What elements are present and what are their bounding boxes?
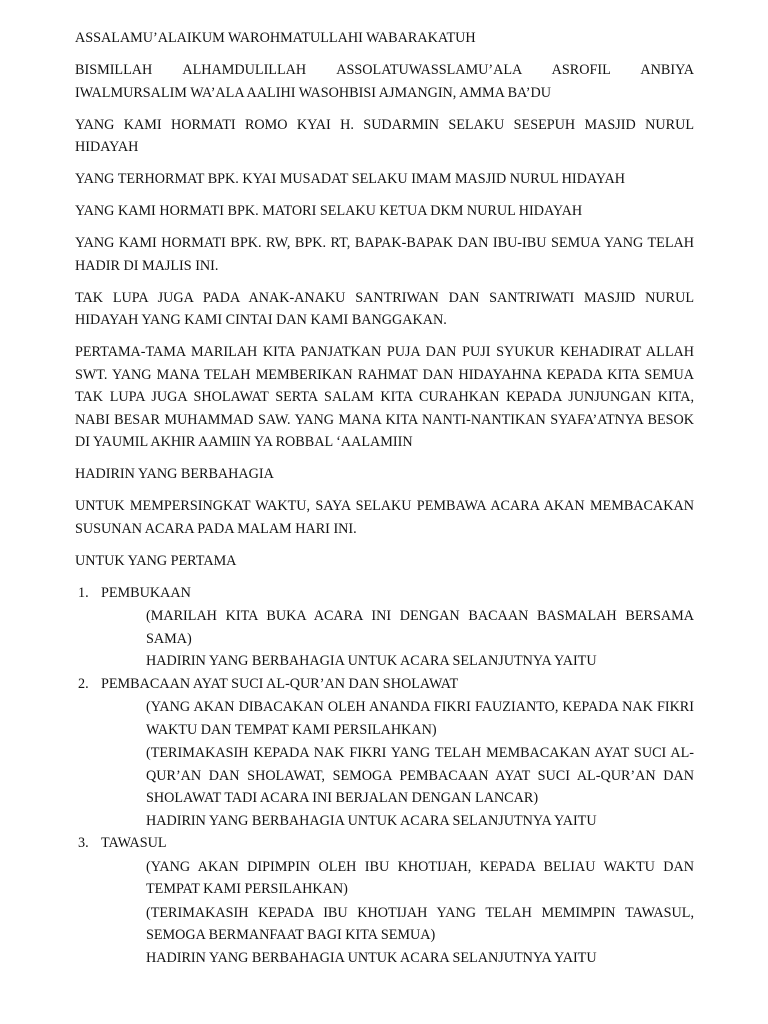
agenda-item-number: 1. xyxy=(78,584,89,601)
agenda-item-quran-recitation xyxy=(75,673,694,833)
agenda-item-line: (YANG AKAN DIPIMPIN OLEH IBU KHOTIJAH, KEPADA BELIAU WAKTU DAN TEMPAT KAMI PERSILAHKAN) xyxy=(146,858,694,897)
agenda-item-number: 3. xyxy=(78,835,89,851)
greeting: ASSALAMU’ALAIKUM WAROHMATULLAHI WABARAKATUH xyxy=(75,30,476,46)
document-page xyxy=(75,27,694,969)
salutation-audience: YANG KAMI HORMATI BPK. RW, BPK. RT, BAPAK-BAPAK DAN IBU-IBU SEMUA YANG TELAH HADIR DI MAJLIS INI. xyxy=(75,235,694,274)
agenda-intro: UNTUK MEMPERSINGKAT WAKTU, SAYA SELAKU PEMBAWA ACARA AKAN MEMBACAKAN SUSUNAN ACARA PADA MALAM HARI INI. xyxy=(75,498,694,537)
agenda-item-line: (TERIMAKASIH KEPADA NAK FIKRI YANG TELAH MEMBACAKAN AYAT SUCI AL-QUR’AN DAN SHOLAWAT, SEMOGA PEMBACAAN AYAT SUCI AL-QUR’AN DAN SHOLAWAT TADI ACARA INI BERJALAN DENGAN LANCAR) xyxy=(146,745,694,806)
salutation-chairman: YANG KAMI HORMATI BPK. MATORI SELAKU KETUA DKM NURUL HIDAYAH xyxy=(75,203,583,219)
audience-address: HADIRIN YANG BERBAHAGIA xyxy=(75,466,274,482)
agenda-item-tawasul xyxy=(75,832,694,969)
agenda-item-line: HADIRIN YANG BERBAHAGIA UNTUK ACARA SELANJUTNYA YAITU xyxy=(146,949,597,966)
agenda-item-title: TAWASUL xyxy=(101,835,167,851)
agenda-item-line: (TERIMAKASIH KEPADA IBU KHOTIJAH YANG TELAH MEMIMPIN TAWASUL, SEMOGA BERMANFAAT BAGI KITA SEMUA) xyxy=(146,904,694,943)
salutation-students: TAK LUPA JUGA PADA ANAK-ANAKU SANTRIWAN DAN SANTRIWATI MASJID NURUL HIDAYAH YANG KAMI CINTAI DAN KAMI BANGGAKAN. xyxy=(75,289,694,328)
opening-prayer: BISMILLAH ALHAMDULILLAH ASSOLATUWASSLAMU’ALA ASROFIL ANBIYA IWALMURSALIM WA’ALA AALIHI WASOHBISI AJMANGIN, AMMA BA’DU xyxy=(75,62,694,101)
agenda-item-title: PEMBUKAAN xyxy=(101,584,191,601)
agenda-item-line: (MARILAH KITA BUKA ACARA INI DENGAN BACAAN BASMALAH BERSAMA SAMA) xyxy=(146,608,694,647)
agenda-item-title: PEMBACAAN AYAT SUCI AL-QUR’AN DAN SHOLAWAT xyxy=(101,675,459,692)
agenda-list xyxy=(75,582,694,970)
agenda-item-number: 2. xyxy=(78,675,89,692)
agenda-item-line: (YANG AKAN DIBACAKAN OLEH ANANDA FIKRI FAUZIANTO, KEPADA NAK FIKRI WAKTU DAN TEMPAT KAMI PERSILAHKAN) xyxy=(146,699,694,738)
agenda-first-heading: UNTUK YANG PERTAMA xyxy=(75,552,237,569)
agenda-item-opening xyxy=(75,582,694,673)
salutation-imam: YANG TERHORMAT BPK. KYAI MUSADAT SELAKU IMAM MASJID NURUL HIDAYAH xyxy=(75,171,625,187)
agenda-item-line: HADIRIN YANG BERBAHAGIA UNTUK ACARA SELANJUTNYA YAITU xyxy=(146,812,597,829)
agenda-item-header xyxy=(75,582,694,605)
agenda-item-header xyxy=(75,673,694,696)
agenda-item-header xyxy=(75,832,694,855)
agenda-item-line: HADIRIN YANG BERBAHAGIA UNTUK ACARA SELANJUTNYA YAITU xyxy=(146,653,597,669)
salutation-elder: YANG KAMI HORMATI ROMO KYAI H. SUDARMIN SELAKU SESEPUH MASJID NURUL HIDAYAH xyxy=(75,116,694,155)
gratitude-paragraph: PERTAMA-TAMA MARILAH KITA PANJATKAN PUJA DAN PUJI SYUKUR KEHADIRAT ALLAH SWT. YANG MANA TELAH MEMBERIKAN RAHMAT DAN HIDAYAHNA KEPADA KITA SEMUA TAK LUPA JUGA SHOLAWAT SERTA SALAM KITA CURAHKAN KEPADA JUNJUNGAN KITA, NABI BESAR MUHAMMAD SAW. YANG MANA KITA NANTI-NANTIKAN SYAFA’ATNYA BESOK DI YAUMIL AKHIR AAMIIN YA ROBBAL ‘AALAMIIN xyxy=(75,344,694,450)
